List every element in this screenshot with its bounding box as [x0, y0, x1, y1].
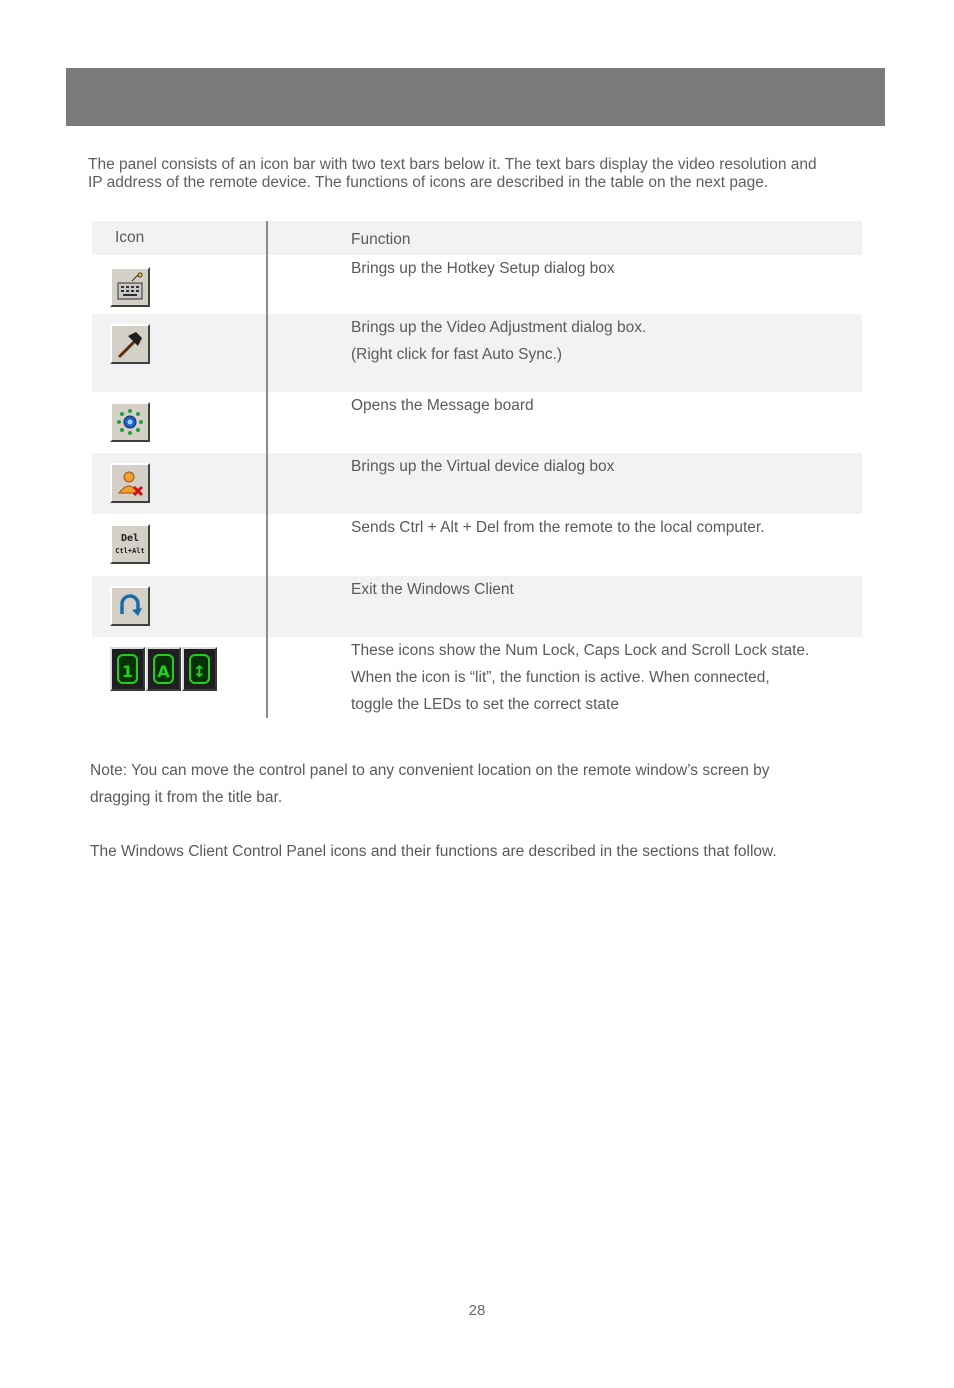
table-row [92, 576, 862, 637]
intro-line-2: IP address of the remote device. The functions of icons are described in the table on the next page. [88, 173, 769, 191]
video-adjustment-icon [110, 324, 150, 364]
lock-state-icons [110, 647, 218, 696]
note-line-1: Note: You can move the control panel to any convenient location on the remote window’s screen by [90, 762, 770, 779]
table-row [92, 392, 862, 453]
ctrl-alt-del-icon-text: Ctl+Alt [115, 547, 145, 555]
icon-function-table [92, 221, 862, 718]
icon-column-header: Icon [92, 221, 267, 255]
function-text: toggle the LEDs to set the correct state [351, 696, 619, 713]
hotkey-setup-icon [110, 267, 150, 307]
virtual-device-icon [110, 463, 150, 503]
function-text: Brings up the Hotkey Setup dialog box [351, 260, 615, 277]
caps-lock-icon-text: A [157, 662, 170, 681]
scroll-lock-icon [182, 647, 217, 691]
follow-paragraph: The Windows Client Control Panel icons and their functions are described in the sections that follow. [90, 843, 777, 860]
table-header-row [92, 221, 862, 255]
header-bar [66, 68, 885, 126]
function-text: Exit the Windows Client [351, 581, 514, 598]
num-lock-icon-text: 1 [121, 662, 134, 681]
table-row [92, 255, 862, 314]
note-paragraph [90, 757, 870, 811]
exit-icon [110, 586, 150, 626]
page-number: 28 [468, 1302, 486, 1319]
intro-paragraph [88, 156, 868, 191]
scroll-lock-icon-text: ↕ [192, 662, 207, 681]
function-text: Sends Ctrl + Alt + Del from the remote to the local computer. [351, 519, 765, 536]
note-line-2: dragging it from the title bar. [90, 789, 283, 806]
ctrl-alt-del-icon [110, 524, 150, 564]
num-lock-icon [110, 647, 145, 691]
table-row [92, 637, 862, 718]
function-text: When the icon is “lit”, the function is active. When connected, [351, 669, 770, 686]
table-row [92, 453, 862, 514]
function-column-header: Function [267, 221, 862, 255]
intro-line-1: The panel consists of an icon bar with two text bars below it. The text bars display the video resolution and [88, 156, 817, 173]
message-board-icon [110, 402, 150, 442]
function-text: These icons show the Num Lock, Caps Lock and Scroll Lock state. [351, 642, 810, 659]
function-text: (Right click for fast Auto Sync.) [351, 346, 563, 363]
function-text: Brings up the Virtual device dialog box [351, 458, 615, 475]
function-text: Opens the Message board [351, 397, 534, 414]
ctrl-alt-del-icon-text: Del [120, 533, 140, 544]
caps-lock-icon [146, 647, 181, 691]
function-text: Brings up the Video Adjustment dialog box. [351, 319, 647, 336]
table-row [92, 314, 862, 392]
table-row [92, 514, 862, 576]
